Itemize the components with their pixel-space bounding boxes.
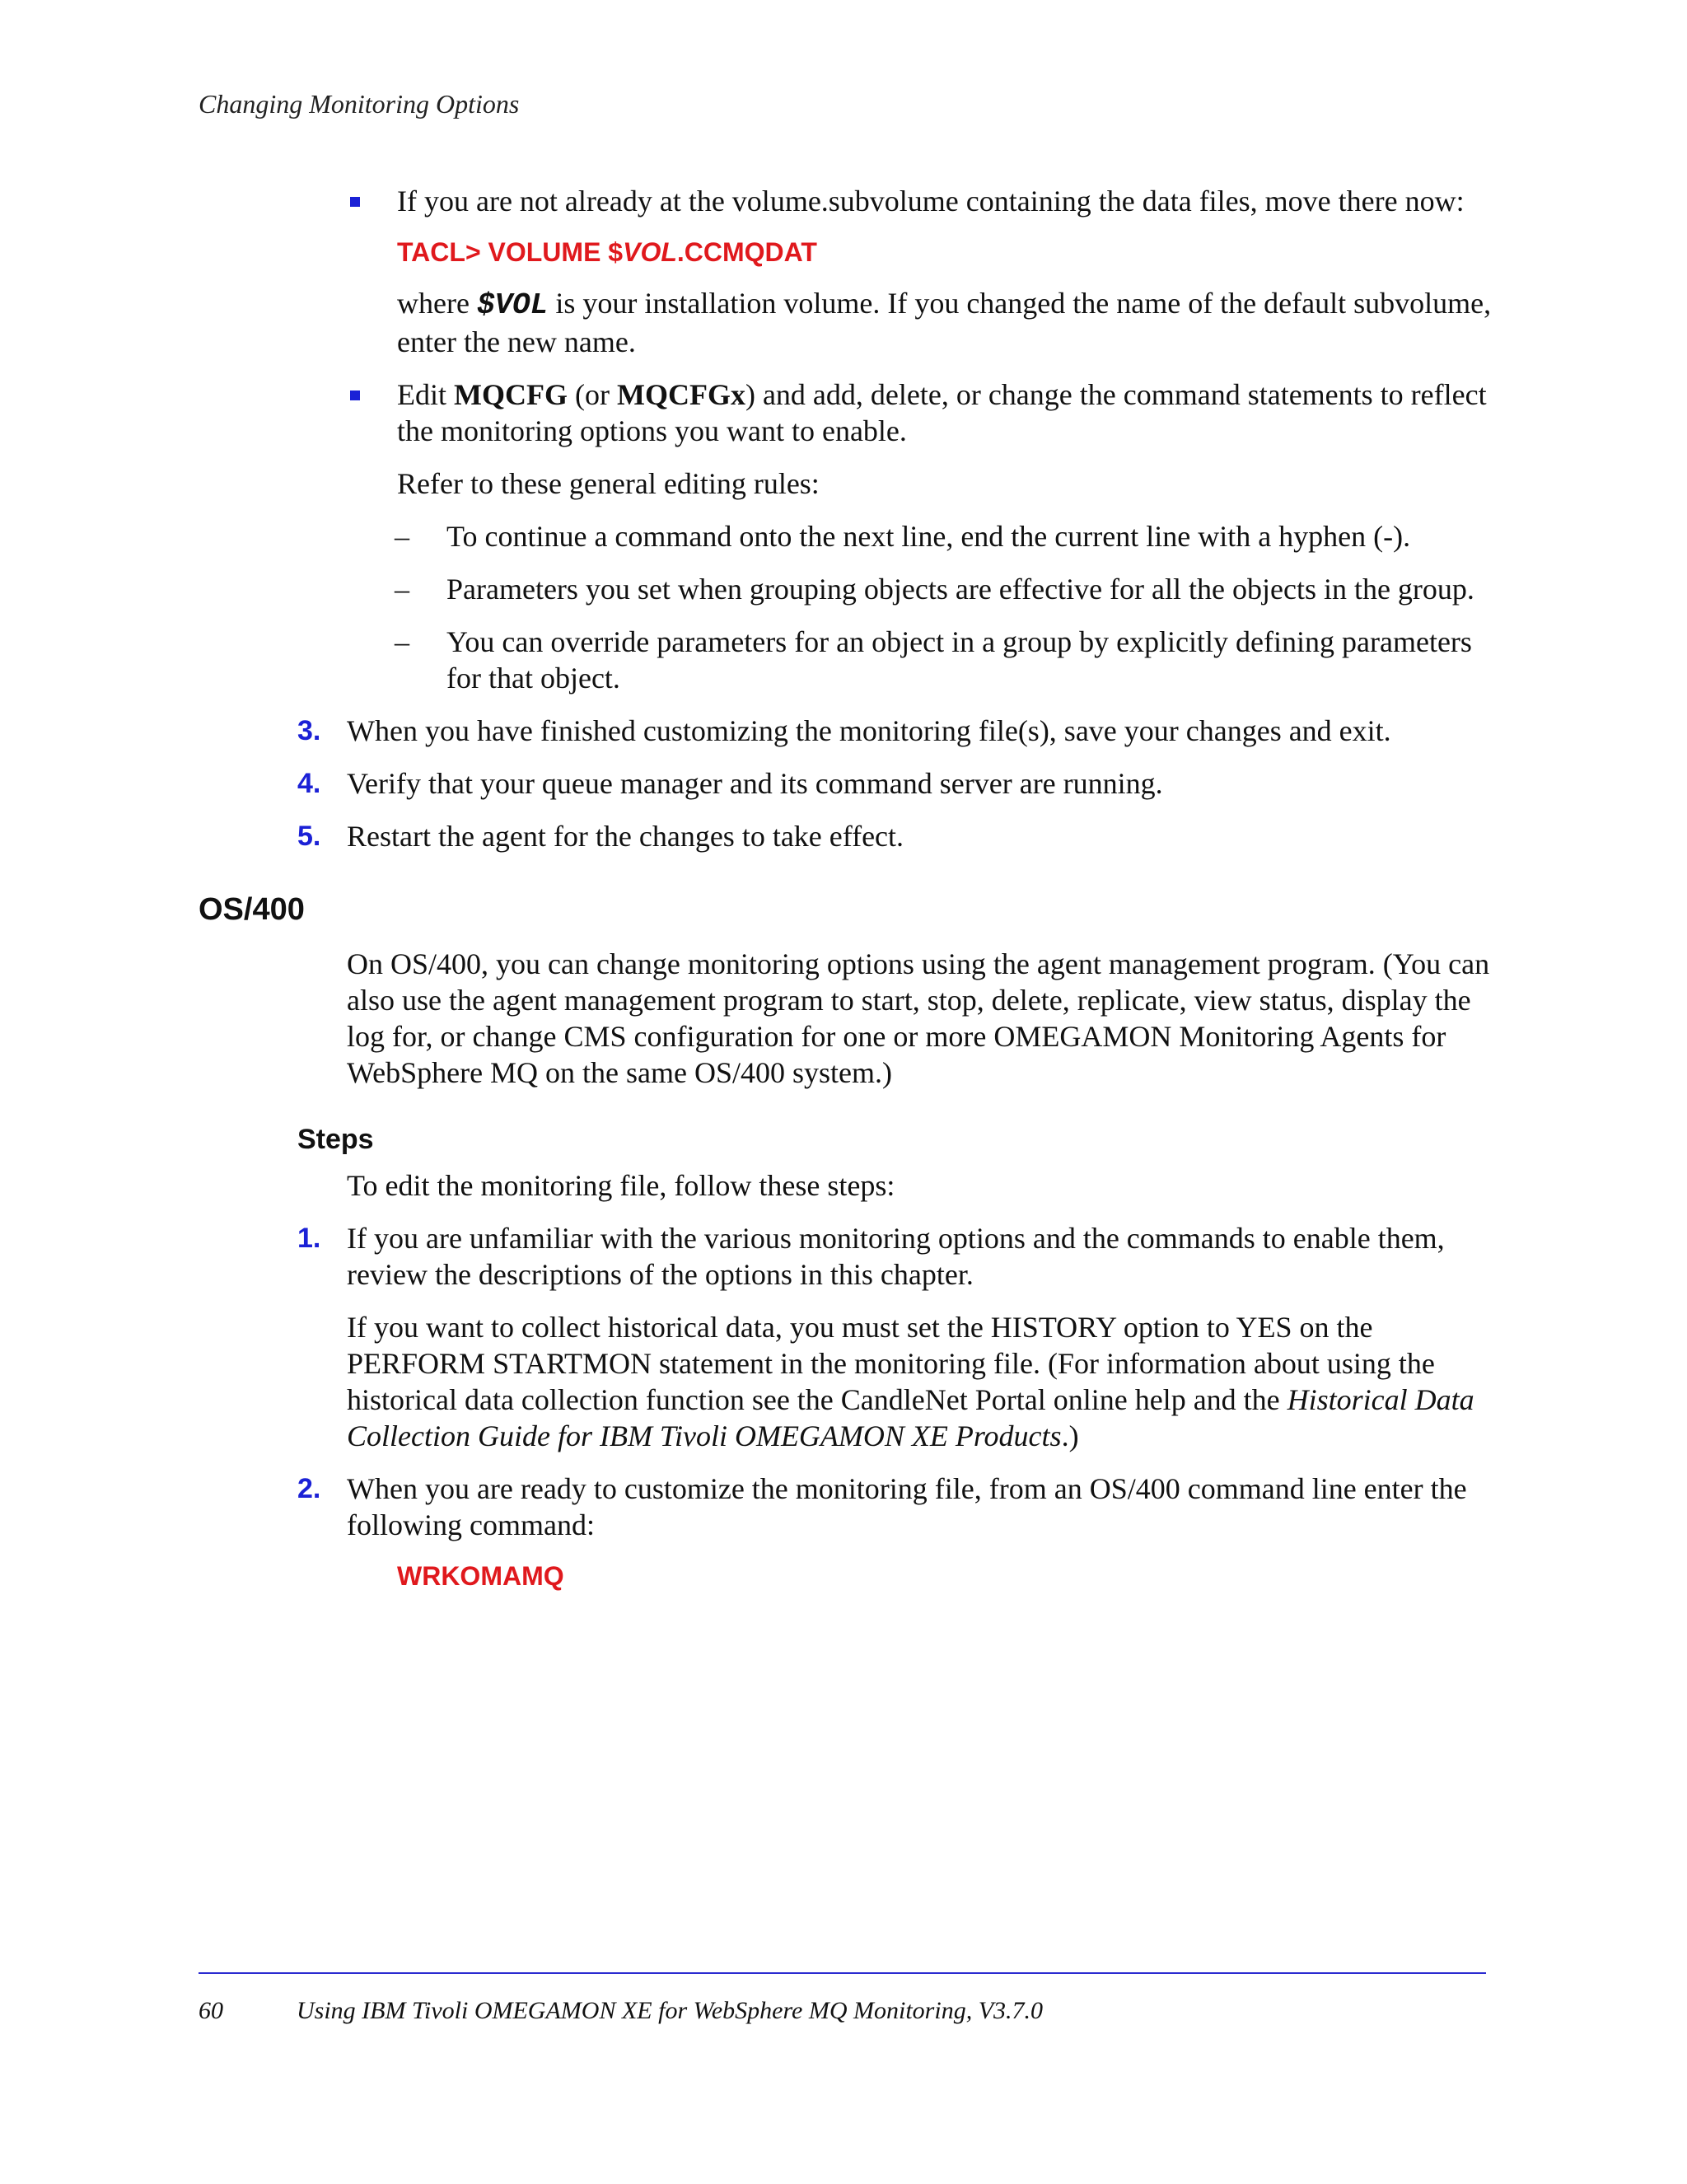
where-paragraph [199, 285, 1500, 360]
section-heading-os400: OS/400 [199, 892, 305, 927]
mqcfg-file: MQCFG [454, 378, 568, 411]
history-text-a: If you want to collect historical data, you must set the HISTORY option to YES on the PERFORM STARTMON statement in the monitoring file. (For information about using the historical data collection function see the CandleNet Portal online help and the [347, 1311, 1435, 1416]
numbered-step [199, 1471, 1500, 1543]
step-text: If you are unfamiliar with the various monitoring options and the commands to enable them, review the descriptions of the options in this chapter. [347, 1222, 1445, 1291]
guide-title: Historical Data Collection Guide for IBM Tivoli OMEGAMON XE Products [347, 1383, 1474, 1452]
dash-item [199, 518, 1500, 554]
footer-divider [199, 1972, 1486, 1974]
dash-bullet: – [395, 573, 409, 606]
page-number: 60 [199, 1997, 223, 2024]
step-text: Restart the agent for the changes to take effect. [347, 820, 904, 853]
refer-paragraph: Refer to these general editing rules: [397, 467, 820, 500]
square-bullet-icon [350, 197, 360, 207]
bullet-item-move-volume [199, 183, 1500, 219]
where-pre: where [397, 287, 477, 320]
numbered-step [199, 818, 1500, 854]
wrkomamq-command: WRKOMAMQ [397, 1561, 564, 1591]
where-post: is your installation volume. If you changed the name of the default subvolume, enter the new name. [397, 287, 1492, 358]
numbered-step [199, 765, 1500, 802]
command-variable: VOL [623, 237, 677, 267]
dash-item [199, 624, 1500, 696]
page-body [199, 183, 1500, 1609]
running-header: Changing Monitoring Options [199, 89, 520, 119]
step-number: 5. [297, 821, 321, 852]
command-prefix: TACL> VOLUME $ [397, 237, 624, 267]
dash-item-text: Parameters you set when grouping objects are effective for all the objects in the group. [446, 573, 1474, 606]
dash-bullet: – [395, 625, 409, 658]
edit-text-c: (or [567, 378, 617, 411]
step-number: 4. [297, 768, 321, 799]
subheading-steps: Steps [297, 1124, 374, 1155]
history-paragraph [199, 1309, 1500, 1454]
command-suffix: .CCMQDAT [676, 237, 817, 267]
dash-item [199, 571, 1500, 607]
step-text: When you are ready to customize the monitoring file, from an OS/400 command line enter the following command: [347, 1472, 1467, 1541]
steps-intro: To edit the monitoring file, follow these steps: [347, 1169, 895, 1202]
bullet-item-edit-mqcfg [199, 376, 1500, 449]
numbered-step [199, 713, 1500, 749]
footer-book-title: Using IBM Tivoli OMEGAMON XE for WebSphere MQ Monitoring, V3.7.0 [297, 1997, 1044, 2024]
dash-item-text: To continue a command onto the next line, end the current line with a hyphen (-). [446, 520, 1411, 553]
step-number: 2. [297, 1473, 321, 1504]
step-number: 1. [297, 1223, 321, 1254]
dash-bullet: – [395, 520, 409, 553]
os400-intro-paragraph: On OS/400, you can change monitoring options using the agent management program. (You can also use the agent management program to start, stop, delete, replicate, view status, display the log for, or change CMS configuration for one or more OMEGAMON Monitoring Agents for WebSphere MQ on the same OS/400 system.) [347, 947, 1490, 1089]
history-text-b: .) [1061, 1419, 1079, 1452]
step-number: 3. [297, 715, 321, 746]
edit-text-a: Edit [397, 378, 454, 411]
tacl-command [199, 236, 1500, 269]
square-bullet-icon [350, 391, 360, 400]
bullet-text: If you are not already at the volume.subvolume containing the data files, move there now: [397, 185, 1465, 217]
step-text: When you have finished customizing the monitoring file(s), save your changes and exit. [347, 714, 1391, 747]
step-text: Verify that your queue manager and its command server are running. [347, 767, 1163, 800]
edit-text-e: ) and add, delete, or change the command statements to reflect the monitoring options you want to enable. [397, 378, 1487, 447]
mqcfgx-file: MQCFGx [616, 378, 745, 411]
where-variable: $VOL [476, 288, 549, 322]
dash-item-text: You can override parameters for an object in a group by explicitly defining parameters for that object. [446, 625, 1472, 694]
numbered-step [199, 1220, 1500, 1293]
